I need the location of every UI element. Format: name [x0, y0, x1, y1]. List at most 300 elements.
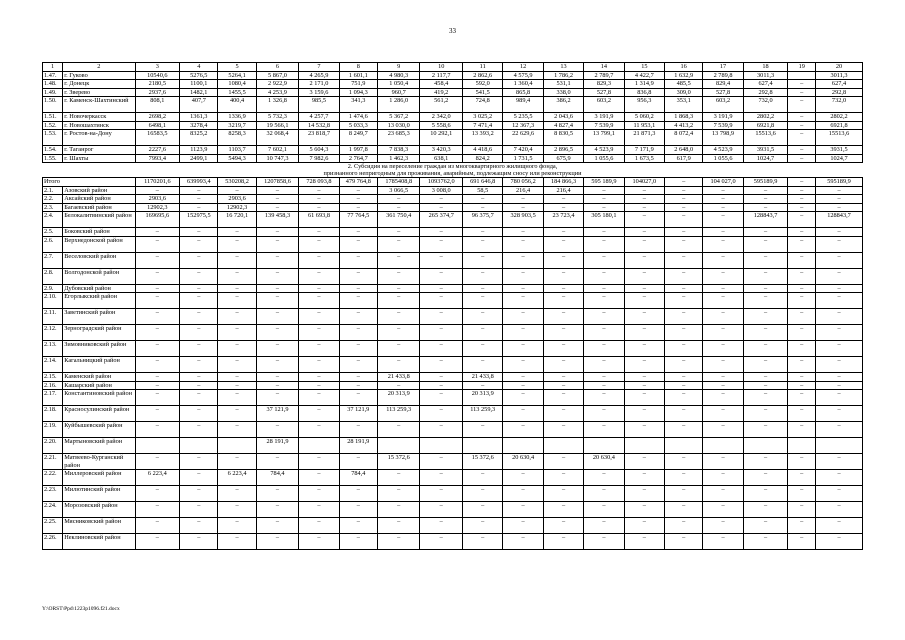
cell-value: –: [503, 381, 543, 390]
cell-value: –: [503, 422, 543, 438]
cell-value: –: [339, 390, 377, 406]
table-row: [43, 454, 863, 470]
cell-value: –: [420, 422, 463, 438]
cell-value: –: [299, 293, 339, 309]
cell-value: –: [703, 470, 743, 486]
row-name: Заветинский район: [63, 309, 135, 325]
column-header: 2: [63, 63, 135, 72]
cell-value: 675,9: [543, 154, 583, 163]
cell-value: 527,8: [703, 88, 743, 97]
cell-value: –: [788, 88, 816, 97]
cell-value: –: [543, 406, 583, 422]
cell-value: –: [624, 212, 664, 228]
cell-value: –: [816, 454, 863, 470]
cell-value: –: [543, 203, 583, 212]
cell-value: –: [788, 268, 816, 284]
row-index: 1.53.: [43, 130, 63, 146]
row-index: 2.13.: [43, 341, 63, 357]
cell-value: –: [180, 406, 218, 422]
cell-value: –: [463, 293, 503, 309]
cell-value: –: [339, 454, 377, 470]
cell-value: –: [665, 341, 703, 357]
cell-value: 292,8: [743, 88, 788, 97]
cell-value: –: [218, 341, 256, 357]
row-index: 2.20.: [43, 438, 63, 454]
cell-value: –: [180, 518, 218, 534]
cell-value: –: [743, 236, 788, 252]
cell-value: –: [463, 534, 503, 550]
cell-value: –: [135, 357, 180, 373]
cell-value: [135, 438, 180, 454]
row-index: 1.52.: [43, 121, 63, 130]
cell-value: 956,3: [624, 97, 664, 113]
cell-value: 1 094,3: [339, 88, 377, 97]
cell-value: –: [816, 390, 863, 406]
cell-value: 1 997,8: [339, 146, 377, 155]
cell-value: –: [135, 486, 180, 502]
cell-value: –: [543, 195, 583, 204]
row-name: Матвеево-Курганский район: [63, 454, 135, 470]
cell-value: 2937,6: [135, 88, 180, 97]
cell-value: 2903,6: [218, 195, 256, 204]
cell-value: 960,7: [377, 88, 420, 97]
cell-value: –: [624, 390, 664, 406]
cell-value: 724,8: [463, 97, 503, 113]
cell-value: –: [256, 357, 299, 373]
cell-value: –: [339, 228, 377, 237]
cell-value: 3931,5: [816, 146, 863, 155]
cell-value: –: [420, 203, 463, 212]
cell-value: –: [743, 534, 788, 550]
row-name: Верхнедонской район: [63, 236, 135, 252]
row-index: 1.54.: [43, 146, 63, 155]
cell-value: –: [135, 236, 180, 252]
cell-value: 361 750,4: [377, 212, 420, 228]
cell-value: –: [135, 406, 180, 422]
cell-value: –: [218, 422, 256, 438]
row-index: 2.1.: [43, 186, 63, 195]
cell-value: –: [135, 252, 180, 268]
cell-value: –: [135, 454, 180, 470]
cell-value: –: [503, 518, 543, 534]
cell-value: 2 117,7: [420, 71, 463, 80]
cell-value: 989,4: [503, 97, 543, 113]
row-index: 1.51.: [43, 113, 63, 122]
cell-value: –: [339, 203, 377, 212]
cell-value: –: [135, 502, 180, 518]
cell-value: 732,0: [743, 97, 788, 113]
row-name: Зимовниковский район: [63, 341, 135, 357]
cell-value: –: [624, 203, 664, 212]
cell-value: –: [180, 186, 218, 195]
cell-value: –: [816, 406, 863, 422]
cell-value: 1123,9: [180, 146, 218, 155]
table-row: [43, 534, 863, 550]
cell-value: –: [624, 518, 664, 534]
cell-value: 1 462,3: [377, 154, 420, 163]
row-index: 2.16.: [43, 381, 63, 390]
cell-value: –: [816, 268, 863, 284]
cell-value: –: [665, 373, 703, 382]
cell-value: –: [703, 502, 743, 518]
row-index: 1.50.: [43, 97, 63, 113]
cell-value: 1 601,1: [339, 71, 377, 80]
cell-value: 341,3: [339, 97, 377, 113]
cell-value: –: [180, 390, 218, 406]
cell-value: –: [703, 268, 743, 284]
table-row: [43, 212, 863, 228]
row-index: 2.11.: [43, 309, 63, 325]
cell-value: [543, 438, 583, 454]
cell-value: 113 259,3: [377, 406, 420, 422]
cell-value: –: [218, 325, 256, 341]
cell-value: –: [463, 381, 503, 390]
cell-value: –: [743, 252, 788, 268]
cell-value: –: [339, 534, 377, 550]
cell-value: –: [743, 381, 788, 390]
cell-value: –: [703, 406, 743, 422]
cell-value: 1 050,4: [377, 80, 420, 89]
cell-value: 561,2: [420, 97, 463, 113]
cell-value: 3 420,3: [420, 146, 463, 155]
cell-value: –: [703, 228, 743, 237]
cell-value: –: [339, 236, 377, 252]
cell-value: –: [339, 518, 377, 534]
row-index: 2.14.: [43, 357, 63, 373]
cell-value: –: [624, 381, 664, 390]
cell-value: [377, 438, 420, 454]
cell-value: 7 539,9: [703, 121, 743, 130]
cell-value: 21 433,8: [463, 373, 503, 382]
cell-value: –: [420, 406, 463, 422]
cell-value: 2180,5: [135, 80, 180, 89]
cell-value: –: [180, 454, 218, 470]
cell-value: 2227,6: [135, 146, 180, 155]
cell-value: 4 413,2: [665, 121, 703, 130]
cell-value: –: [584, 518, 624, 534]
cell-value: 4 575,9: [503, 71, 543, 80]
cell-value: –: [665, 518, 703, 534]
row-name: Кашарский район: [63, 381, 135, 390]
cell-value: 3278,4: [180, 121, 218, 130]
cell-value: –: [816, 252, 863, 268]
cell-value: –: [463, 284, 503, 293]
cell-value: –: [543, 518, 583, 534]
cell-value: –: [377, 293, 420, 309]
cell-value: 216,4: [543, 186, 583, 195]
cell-value: 386,2: [543, 97, 583, 113]
row-name: г. Ростов-на-Дону: [63, 130, 135, 146]
row-name: г. Новочеркасск: [63, 113, 135, 122]
cell-value: –: [420, 381, 463, 390]
cell-value: –: [703, 195, 743, 204]
cell-value: –: [788, 195, 816, 204]
cell-value: 113 259,3: [463, 406, 503, 422]
cell-value: –: [665, 422, 703, 438]
cell-value: [180, 438, 218, 454]
cell-value: –: [543, 309, 583, 325]
cell-value: –: [420, 325, 463, 341]
row-name: Волгодонской район: [63, 268, 135, 284]
cell-value: 309,0: [665, 88, 703, 97]
cell-value: 6921,8: [816, 121, 863, 130]
table-row: [43, 146, 863, 155]
cell-value: –: [703, 454, 743, 470]
cell-value: –: [180, 381, 218, 390]
cell-value: 13 030,0: [377, 121, 420, 130]
cell-value: –: [543, 236, 583, 252]
column-header: 12: [503, 63, 543, 72]
row-index: 2.17.: [43, 390, 63, 406]
cell-value: –: [256, 518, 299, 534]
cell-value: –: [339, 293, 377, 309]
cell-value: –: [339, 502, 377, 518]
cell-value: –: [420, 486, 463, 502]
cell-value: 21 871,3: [624, 130, 664, 146]
column-header: 8: [339, 63, 377, 72]
cell-value: –: [420, 357, 463, 373]
cell-value: 3 025,2: [463, 113, 503, 122]
cell-value: –: [135, 534, 180, 550]
cell-value: –: [377, 486, 420, 502]
table-row: [43, 130, 863, 146]
cell-value: –: [256, 268, 299, 284]
cell-value: –: [816, 373, 863, 382]
cell-value: 2 648,0: [665, 146, 703, 155]
cell-value: –: [256, 203, 299, 212]
cell-value: –: [788, 518, 816, 534]
row-index: 2.21.: [43, 454, 63, 470]
cell-value: –: [299, 309, 339, 325]
cell-value: 7 982,6: [299, 154, 339, 163]
cell-value: 1785408,8: [377, 178, 420, 187]
cell-value: –: [543, 486, 583, 502]
cell-value: –: [299, 406, 339, 422]
cell-value: –: [584, 373, 624, 382]
section-title-row: [43, 163, 863, 178]
cell-value: –: [743, 373, 788, 382]
table-row: [43, 390, 863, 406]
row-index: 2.18.: [43, 406, 63, 422]
cell-value: –: [816, 228, 863, 237]
cell-value: –: [503, 284, 543, 293]
cell-value: –: [180, 236, 218, 252]
cell-value: 5494,3: [218, 154, 256, 163]
cell-value: –: [503, 252, 543, 268]
cell-value: 104027,0: [624, 178, 664, 187]
cell-value: [743, 438, 788, 454]
cell-value: 595 189,9: [584, 178, 624, 187]
cell-value: –: [743, 470, 788, 486]
cell-value: 1 868,3: [665, 113, 703, 122]
cell-value: –: [180, 470, 218, 486]
cell-value: –: [816, 341, 863, 357]
cell-value: –: [339, 373, 377, 382]
cell-value: 1 055,6: [703, 154, 743, 163]
cell-value: –: [420, 195, 463, 204]
cell-value: –: [503, 341, 543, 357]
table-row: [43, 195, 863, 204]
cell-value: 458,4: [420, 80, 463, 89]
cell-value: –: [743, 268, 788, 284]
cell-value: 1 786,2: [543, 71, 583, 80]
cell-value: 4 980,3: [377, 71, 420, 80]
cell-value: 1455,5: [218, 88, 256, 97]
cell-value: –: [420, 470, 463, 486]
cell-value: 2 896,5: [543, 146, 583, 155]
cell-value: 5 367,2: [377, 113, 420, 122]
cell-value: –: [703, 534, 743, 550]
column-header: 10: [420, 63, 463, 72]
column-header: 15: [624, 63, 664, 72]
cell-value: –: [420, 228, 463, 237]
cell-value: 61 693,8: [299, 212, 339, 228]
cell-value: 865,8: [503, 88, 543, 97]
cell-value: 32 068,4: [256, 130, 299, 146]
table-row: [43, 502, 863, 518]
cell-value: [624, 438, 664, 454]
cell-value: –: [503, 534, 543, 550]
cell-value: –: [788, 357, 816, 373]
cell-value: –: [743, 454, 788, 470]
cell-value: –: [463, 228, 503, 237]
row-index: 2.7.: [43, 252, 63, 268]
cell-value: –: [788, 178, 816, 187]
cell-value: 5 867,0: [256, 71, 299, 80]
cell-value: –: [299, 454, 339, 470]
table-header-row: [43, 63, 863, 72]
section-title-line: признанного непригодным для проживания, аварийным, подлежащим сносу или реконструкции: [323, 170, 582, 177]
cell-value: –: [256, 252, 299, 268]
cell-value: 1 326,8: [256, 97, 299, 113]
cell-value: –: [218, 228, 256, 237]
cell-value: 1 314,9: [624, 80, 664, 89]
cell-value: 1 673,5: [624, 154, 664, 163]
cell-value: –: [788, 534, 816, 550]
cell-value: 4 422,7: [624, 71, 664, 80]
cell-value: –: [377, 341, 420, 357]
cell-value: –: [299, 534, 339, 550]
column-header: 17: [703, 63, 743, 72]
column-header: 5: [218, 63, 256, 72]
cell-value: –: [703, 486, 743, 502]
cell-value: –: [543, 325, 583, 341]
cell-value: 2 764,7: [339, 154, 377, 163]
cell-value: –: [816, 325, 863, 341]
cell-value: 829,4: [703, 80, 743, 89]
cell-value: 184 866,3: [543, 178, 583, 187]
cell-value: –: [256, 341, 299, 357]
cell-value: –: [543, 357, 583, 373]
row-index: 2.4.: [43, 212, 63, 228]
cell-value: –: [816, 236, 863, 252]
cell-value: –: [420, 309, 463, 325]
cell-value: 485,5: [665, 80, 703, 89]
row-name: Миллеровский район: [63, 470, 135, 486]
cell-value: –: [463, 195, 503, 204]
cell-value: 2499,1: [180, 154, 218, 163]
cell-value: 15 372,6: [463, 454, 503, 470]
cell-value: 4 257,7: [299, 113, 339, 122]
cell-value: –: [584, 406, 624, 422]
cell-value: 1207858,6: [256, 178, 299, 187]
cell-value: –: [135, 325, 180, 341]
cell-value: [503, 438, 543, 454]
cell-value: –: [788, 470, 816, 486]
cell-value: 10 292,1: [420, 130, 463, 146]
row-index: 2.10.: [43, 293, 63, 309]
cell-value: –: [180, 373, 218, 382]
cell-value: –: [665, 357, 703, 373]
cell-value: –: [377, 236, 420, 252]
cell-value: –: [299, 186, 339, 195]
cell-value: –: [377, 381, 420, 390]
cell-value: –: [788, 113, 816, 122]
cell-value: 3 008,0: [420, 186, 463, 195]
cell-value: –: [135, 186, 180, 195]
row-name: г. Каменск-Шахтинский: [63, 97, 135, 113]
cell-value: –: [788, 325, 816, 341]
cell-value: –: [180, 252, 218, 268]
cell-value: –: [218, 454, 256, 470]
row-name: Егорлыкский район: [63, 293, 135, 309]
cell-value: –: [624, 486, 664, 502]
cell-value: 527,8: [584, 88, 624, 97]
cell-value: –: [299, 381, 339, 390]
cell-value: 407,7: [180, 97, 218, 113]
cell-value: 3011,3: [816, 71, 863, 80]
cell-value: 985,5: [299, 97, 339, 113]
cell-value: –: [339, 325, 377, 341]
cell-value: 4 523,9: [703, 146, 743, 155]
cell-value: 23 723,4: [543, 212, 583, 228]
cell-value: –: [665, 470, 703, 486]
total-label: Итого: [43, 178, 136, 187]
column-header: 16: [665, 63, 703, 72]
cell-value: 595189,9: [816, 178, 863, 187]
cell-value: 1024,7: [743, 154, 788, 163]
cell-value: [788, 438, 816, 454]
cell-value: –: [339, 252, 377, 268]
row-name: Красносулинский район: [63, 406, 135, 422]
cell-value: [816, 438, 863, 454]
cell-value: –: [377, 228, 420, 237]
cell-value: –: [543, 422, 583, 438]
cell-value: –: [543, 293, 583, 309]
cell-value: 2 043,6: [543, 113, 583, 122]
cell-value: 1482,1: [180, 88, 218, 97]
cell-value: 20 630,4: [584, 454, 624, 470]
row-index: 2.9.: [43, 284, 63, 293]
cell-value: –: [743, 341, 788, 357]
table-row: [43, 470, 863, 486]
cell-value: 216,4: [503, 186, 543, 195]
cell-value: –: [377, 203, 420, 212]
cell-value: [299, 438, 339, 454]
cell-value: –: [420, 534, 463, 550]
table-row: [43, 438, 863, 454]
cell-value: 2 862,6: [463, 71, 503, 80]
cell-value: –: [788, 154, 816, 163]
cell-value: –: [463, 325, 503, 341]
cell-value: –: [584, 203, 624, 212]
cell-value: 3931,5: [743, 146, 788, 155]
cell-value: 7 539,9: [584, 121, 624, 130]
cell-value: 23 818,7: [299, 130, 339, 146]
cell-value: –: [788, 502, 816, 518]
cell-value: –: [543, 534, 583, 550]
cell-value: 728 093,8: [299, 178, 339, 187]
